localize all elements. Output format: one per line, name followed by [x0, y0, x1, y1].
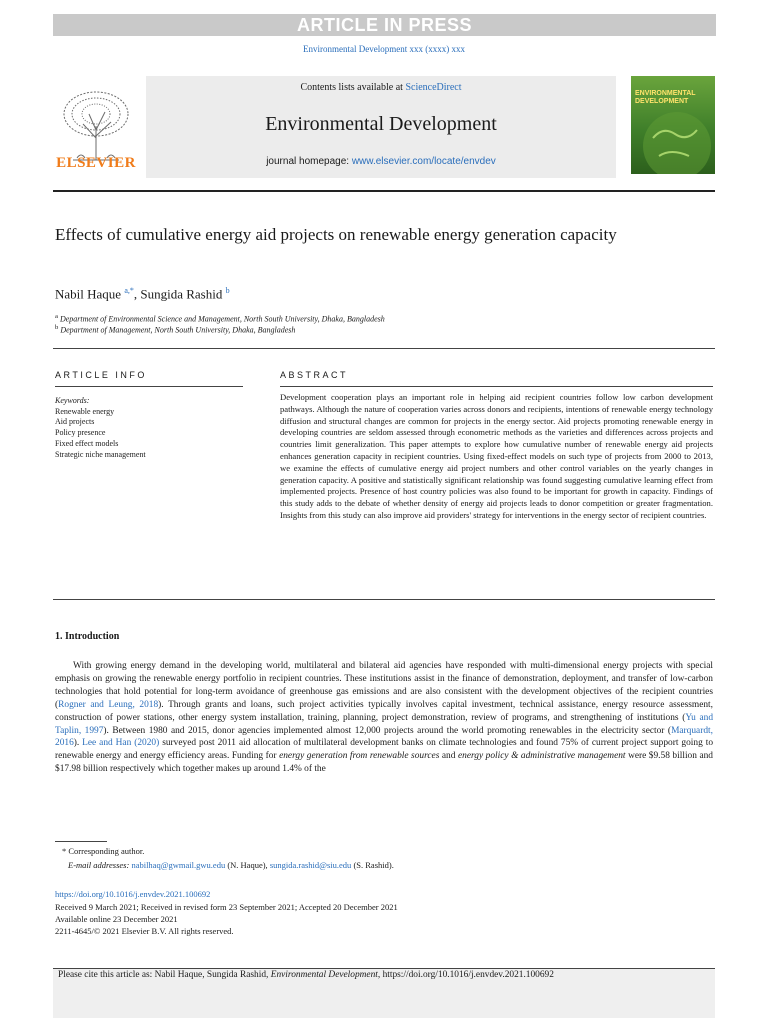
article-info-rule — [55, 386, 243, 387]
homepage-line — [146, 156, 616, 167]
intro-text: surveyed post 2011 aid allocation of multilateral development banks on climate technologies and found 75% of current project support going to renewable energy and energy efficiency areas. Funding for — [55, 738, 714, 762]
sciencedirect-link[interactable]: ScienceDirect — [405, 82, 462, 93]
copyright-notice: 2211-4645/© 2021 Elsevier B.V. All rights reserved. — [55, 926, 234, 936]
keywords-list — [55, 396, 245, 460]
globe-icon — [631, 76, 715, 174]
affiliation-text: Department of Environmental Science and Management, North South University, Dhaka, Bangladesh — [59, 314, 385, 324]
affiliation-a — [55, 313, 385, 324]
available-online-date: Available online 23 December 2021 — [55, 914, 178, 924]
intro-text: ). Between 1980 and 2015, donor agencies implemented almost 12,000 projects around the world promoting renewables in the electricity sector ( — [103, 725, 672, 736]
header-divider — [53, 190, 715, 192]
journal-homepage-link[interactable]: www.elsevier.com/locate/envdev — [351, 156, 496, 167]
abstract-text: Development cooperation plays an important role in helping aid recipient countries follow low carbon development pathways. Although the nature of cooperation varies across donors and recipients, intentions of renewable energy technology diffusion and structural changes are common for projects in the energy sector. Aid projects promoting renewable energy in developing countries are seldom assessed through econometric methods as the varieties and differences across projects and countries limit generalization. This paper attempts to explore how cumulative number of renewable energy aid projects enhances generation capacity in recipient countries. Using fixed-effect models on such type of projects from 2000 to 2013, we examine the effects of cumulative energy aid project numbers and other control variables on the yearly changes in generation capacity. A positive and statistically significant relationship was found suggesting cumulative learning effect from implemented projects. Presence of host country policies was also found to be important for growth in capacity. Findings of this study adds to the debate of whether density of energy aid projects leads to donor competition or greater fragmentation. Insights from this study can also improve aid providers' strategy for interventions in the energy sector of recipient countries. — [280, 392, 713, 520]
intro-emphasis: energy policy & administrative management — [457, 751, 626, 762]
author-affiliation-mark[interactable]: b — [225, 286, 230, 295]
citation-text — [58, 970, 713, 980]
author-affiliation-mark[interactable]: a,* — [124, 286, 134, 295]
affiliation-text: Department of Management, North South University, Dhaka, Bangladesh — [60, 325, 296, 335]
citation-link[interactable]: Lee and Han (2020) — [82, 738, 160, 749]
title-divider — [53, 348, 715, 349]
article-in-press-banner: ARTICLE IN PRESS — [53, 14, 716, 36]
email-link[interactable]: sungida.rashid@siu.edu — [269, 860, 352, 870]
email-owner: (S. Rashid). — [351, 860, 394, 870]
abstract-rule — [280, 386, 713, 387]
cover-title: ENVIRONMENTAL DEVELOPMENT — [635, 90, 696, 105]
citation-suffix[interactable]: , https://doi.org/10.1016/j.envdev.2021.100692 — [377, 970, 554, 980]
intro-text: ). Through grants and loans, such project activities typically involves capital investment, technical assistance, energy resource assessment, construction of power stations, other energy system installation, training, planning, project demonstration, review of programs, and strengthening of institutions ( — [55, 699, 713, 723]
introduction-paragraph — [55, 660, 713, 776]
affiliation-mark: a — [55, 313, 58, 320]
article-info-heading: ARTICLE INFO — [55, 370, 147, 380]
abstract-heading: ABSTRACT — [280, 370, 349, 380]
contents-prefix: Contents lists available at — [300, 82, 406, 93]
footnote-rule — [55, 841, 107, 842]
citation-link[interactable]: Marquardt, 2016 — [55, 725, 713, 749]
email-label: E-mail addresses: — [68, 860, 132, 870]
intro-text: were $9.58 billion and $17.98 billion respectively which together makes up around 1.4% of the — [55, 751, 713, 775]
keyword-item: Renewable energy — [55, 406, 115, 416]
journal-reference[interactable]: Environmental Development xxx (xxxx) xxx — [303, 44, 465, 54]
keyword-item: Policy presence — [55, 428, 106, 438]
keyword-item: Aid projects — [55, 417, 95, 427]
intro-emphasis: energy generation from renewable sources — [279, 751, 440, 762]
keywords-label: Keywords: — [55, 396, 90, 405]
author-name[interactable]: Nabil Haque — [55, 286, 122, 302]
received-dates: Received 9 March 2021; Received in revised form 23 September 2021; Accepted 20 December 2021 — [55, 902, 398, 912]
corresponding-author-note: * Corresponding author. — [62, 846, 145, 856]
keyword-item: Fixed effect models — [55, 438, 119, 448]
affiliation-mark: b — [55, 324, 59, 331]
keyword-item: Strategic niche management — [55, 449, 146, 459]
contents-line — [146, 82, 616, 93]
intro-text: With growing energy demand in the developing world, multilateral and bilateral aid agencies have responded with multi-dimensional energy projects with special emphasis on growing the renewable energy portfolio in recipient countries. These institutions assist in the finance of demonstration, deployment, and transfer of low-carbon technologies that hold potential for long-term avoidance of greenhouse gas emissions and are also consistent with the development objectives of the recipient countries ( — [55, 661, 713, 710]
citation-link[interactable]: Yu and Taplin, 1997 — [55, 712, 714, 736]
author-list: Nabil Haque $^{a,*}$, Sungida Rashid $^b$ — [55, 286, 230, 302]
homepage-prefix: journal homepage: — [266, 156, 352, 167]
author-name[interactable]: Sungida Rashid — [140, 286, 223, 302]
publisher-name: ELSEVIER — [56, 155, 136, 171]
section-heading-introduction: 1. Introduction — [55, 631, 120, 642]
intro-text: and — [439, 751, 458, 762]
affiliation-b — [55, 324, 295, 335]
citation-link[interactable]: Rogner and Leung, 2018 — [58, 699, 159, 710]
article-title: Effects of cumulative energy aid projects on renewable energy generation capacity — [55, 225, 617, 244]
email-owner: (N. Haque), — [225, 860, 270, 870]
intro-text: ). — [73, 738, 83, 749]
email-link[interactable]: nabilhaq@gwmail.gwu.edu — [131, 860, 226, 870]
email-footnote — [68, 860, 394, 870]
journal-cover-image — [631, 76, 715, 174]
citation-prefix: Please cite this article as: Nabil Haque, Sungida Rashid, — [58, 970, 271, 980]
citation-journal: Environmental Development — [270, 970, 378, 980]
doi-link[interactable]: https://doi.org/10.1016/j.envdev.2021.100692 — [55, 889, 211, 899]
abstract-divider — [53, 599, 715, 600]
journal-title: Environmental Development — [265, 113, 497, 135]
